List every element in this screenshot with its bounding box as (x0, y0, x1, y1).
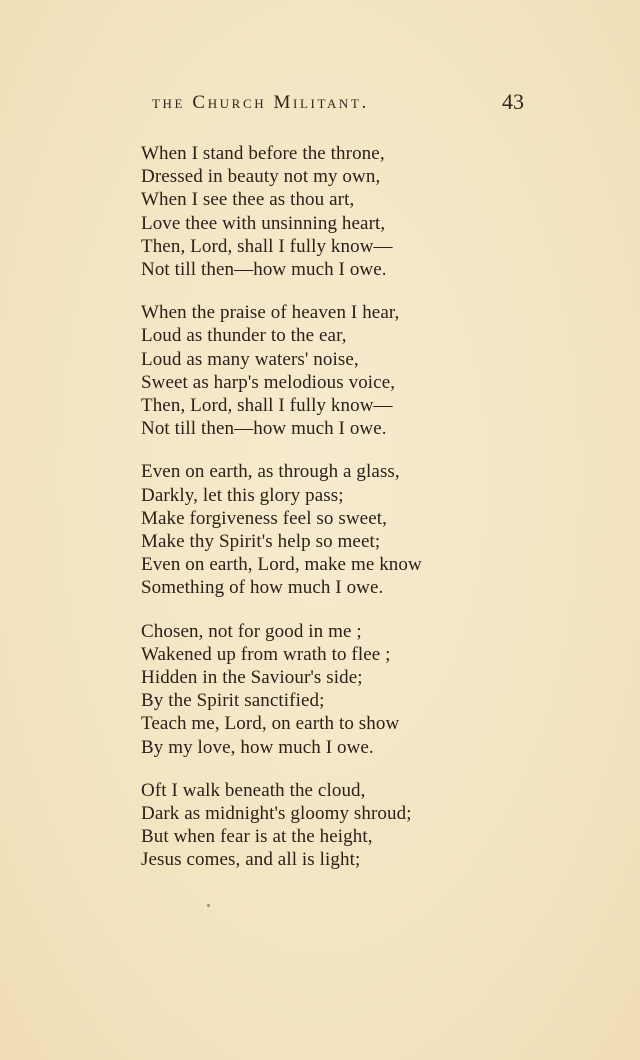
poem-line: By my love, how much I owe. (141, 736, 374, 758)
poem-line: Love thee with unsinning heart, (141, 212, 386, 234)
stanza-3 (141, 460, 501, 599)
ink-speck (207, 904, 210, 907)
poem-line: But when fear is at the height, (141, 826, 373, 848)
poem-line: Jesus comes, and all is light; (141, 849, 361, 871)
poem-line: Hidden in the Saviour's side; (141, 667, 363, 689)
poem-line: Dressed in beauty not my own, (141, 166, 381, 188)
poem-line: Oft I walk beneath the cloud, (141, 779, 366, 801)
poem-body (141, 142, 501, 892)
poem-line: Even on earth, as through a glass, (141, 461, 400, 483)
poem-line: Make forgiveness feel so sweet, (141, 507, 387, 529)
stanza-1 (141, 142, 501, 281)
poem-line: Make thy Spirit's help so meet; (141, 531, 381, 553)
running-title: the Church Militant. (152, 92, 369, 113)
poem-line: Something of how much I owe. (141, 577, 384, 599)
poem-line: When I stand before the throne, (141, 143, 385, 164)
stanza-5 (141, 779, 501, 872)
poem-line: Sweet as harp's melodious voice, (141, 371, 396, 393)
poem-line: Wakened up from wrath to flee ; (141, 643, 391, 665)
poem-line: Darkly, let this glory pass; (141, 484, 344, 506)
page-number: 43 (502, 89, 524, 114)
poem-line: By the Spirit sanctified; (141, 690, 325, 712)
poem-line: When I see thee as thou art, (141, 189, 355, 211)
poem-line: Then, Lord, shall I fully know— (141, 395, 393, 417)
poem-line: Chosen, not for good in me ; (141, 620, 362, 642)
running-head (152, 92, 369, 114)
poem-line: Then, Lord, shall I fully know— (141, 235, 393, 257)
poem-line: Even on earth, Lord, make me know (141, 554, 422, 576)
poem-line: Not till then—how much I owe. (141, 259, 387, 281)
poem-line: Loud as many waters' noise, (141, 348, 359, 370)
poem-line: Dark as midnight's gloomy shroud; (141, 803, 412, 825)
poem-line: When the praise of heaven I hear, (141, 302, 400, 324)
poem-line: Not till then—how much I owe. (141, 418, 387, 440)
poem-line: Loud as thunder to the ear, (141, 325, 347, 347)
stanza-4 (141, 620, 501, 759)
poem-line: Teach me, Lord, on earth to show (141, 713, 400, 735)
stanza-2 (141, 301, 501, 440)
